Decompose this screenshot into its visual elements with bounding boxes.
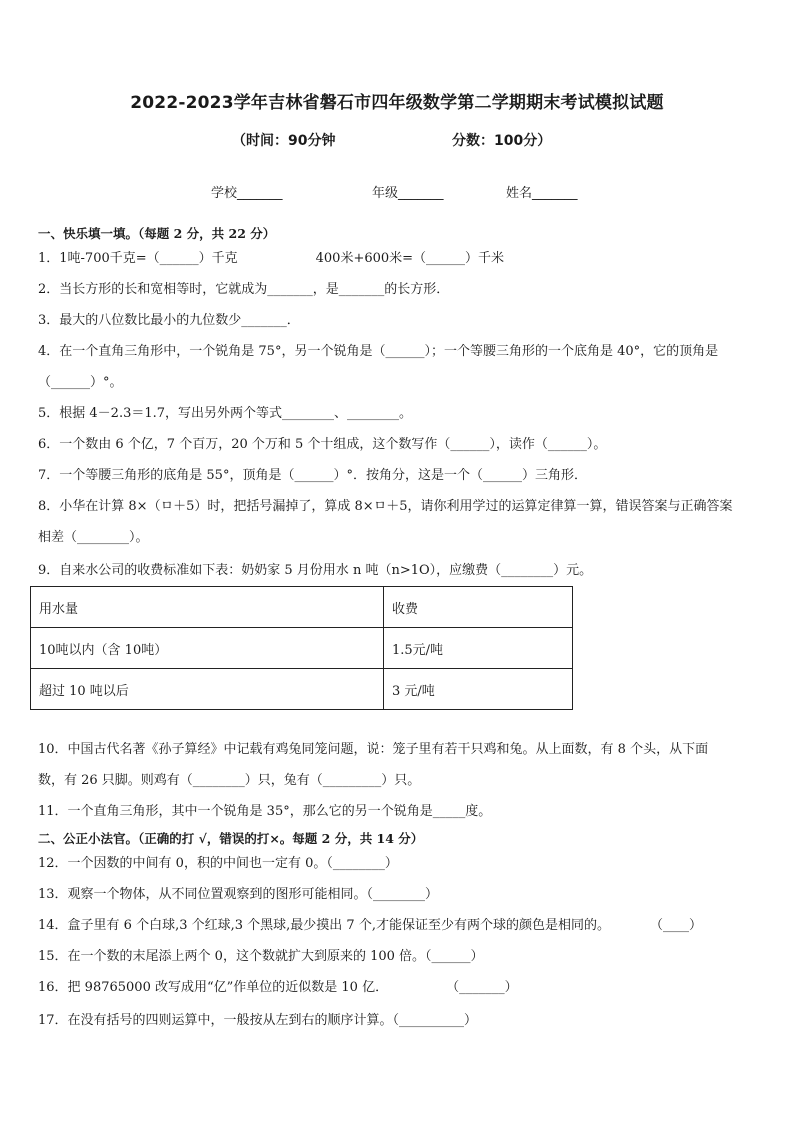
question-16-text: 16．把 98765000 改写成用“亿”作单位的近似数是 10 亿． bbox=[38, 980, 389, 995]
question-16-blank: （_______） bbox=[446, 980, 518, 995]
table-cell: 用水量 bbox=[31, 587, 384, 628]
question-10-line-2: 数，有 26 只脚。则鸡有（________）只，兔有（_________）只。 bbox=[38, 773, 421, 788]
question-1a: 1．1吨-700千克=（______）千克 bbox=[38, 251, 238, 266]
question-15: 15．在一个数的末尾添上两个 0，这个数就扩大到原来的 100 倍。（______） bbox=[38, 949, 484, 964]
question-14-text: 14．盒子里有 6 个白球,3 个红球,3 个黑球,最少摸出 7 个,才能保证至少有两个球的颜色是相同的。 bbox=[38, 918, 610, 933]
section-2-heading: 二、公正小法官。（正确的打 √，错误的打×。每题 2 分，共 14 分） bbox=[38, 831, 424, 846]
question-16 bbox=[38, 979, 518, 997]
question-13: 13．观察一个物体，从不同位置观察到的图形可能相同。（________） bbox=[38, 887, 439, 902]
water-fee-table bbox=[30, 586, 573, 710]
question-14 bbox=[38, 917, 702, 935]
table-cell: 收费 bbox=[384, 587, 573, 628]
question-12: 12．一个因数的中间有 0，积的中间也一定有 0。（________） bbox=[38, 856, 398, 871]
question-3: 3．最大的八位数比最小的九位数少_______． bbox=[38, 313, 300, 328]
question-14-blank: （____） bbox=[649, 918, 702, 933]
question-17: 17．在没有括号的四则运算中，一般按从左到右的顺序计算。（__________） bbox=[38, 1013, 478, 1028]
name-field: 姓名_______ bbox=[506, 186, 578, 201]
question-1b: 400米+600米=（______）千米 bbox=[315, 251, 505, 266]
question-5: 5．根据 4－2.3＝1.7，写出另外两个等式________、________。 bbox=[38, 406, 413, 421]
table-row bbox=[31, 587, 573, 628]
table-cell: 3 元/吨 bbox=[384, 669, 573, 710]
question-4-line-1: 4．在一个直角三角形中，一个锐角是 75°，另一个锐角是（______）；一个等腰三角形的一个底角是 40°，它的顶角是 bbox=[38, 344, 719, 359]
school-field: 学校_______ bbox=[211, 186, 283, 201]
question-1 bbox=[38, 250, 504, 268]
section-1-heading: 一、快乐填一填。（每题 2 分，共 22 分） bbox=[38, 226, 276, 241]
table-cell: 1.5元/吨 bbox=[384, 628, 573, 669]
exam-title: 2022-2023学年吉林省磐石市四年级数学第二学期期末考试模拟试题 bbox=[130, 93, 664, 113]
question-8-line-2: 相差（________）。 bbox=[38, 530, 149, 545]
question-6: 6．一个数由 6 个亿，7 个百万，20 个万和 5 个十组成，这个数写作（______），读作（______）。 bbox=[38, 437, 607, 452]
exam-time: （时间：90分钟 bbox=[232, 133, 336, 149]
question-9: 9．自来水公司的收费标准如下表：奶奶家 5 月份用水 n 吨（n>1O），应缴费（________）元。 bbox=[38, 563, 593, 578]
question-10-line-1: 10．中国古代名著《孙子算经》中记载有鸡兔同笼问题，说：笼子里有若干只鸡和兔。从上面数，有 8 个头，从下面 bbox=[38, 742, 709, 757]
question-2: 2．当长方形的长和宽相等时，它就成为_______，是_______的长方形． bbox=[38, 282, 450, 297]
question-7: 7．一个等腰三角形的底角是 55°，顶角是（______）°．按角分，这是一个（______）三角形． bbox=[38, 468, 587, 483]
exam-score: 分数：100分） bbox=[452, 133, 552, 149]
table-row bbox=[31, 628, 573, 669]
question-8-line-1: 8．小华在计算 8×（ㅁ＋5）时，把括号漏掉了，算成 8×ㅁ＋5，请你利用学过的运算定律算一算，错误答案与正确答案 bbox=[38, 499, 733, 514]
question-4-line-2: （______）°。 bbox=[38, 375, 123, 390]
table-cell: 10吨以内（含 10吨） bbox=[31, 628, 384, 669]
question-11: 11．一个直角三角形，其中一个锐角是 35°，那么它的另一个锐角是_____度。 bbox=[38, 804, 492, 819]
table-row bbox=[31, 669, 573, 710]
grade-field: 年级_______ bbox=[372, 186, 444, 201]
table-cell: 超过 10 吨以后 bbox=[31, 669, 384, 710]
